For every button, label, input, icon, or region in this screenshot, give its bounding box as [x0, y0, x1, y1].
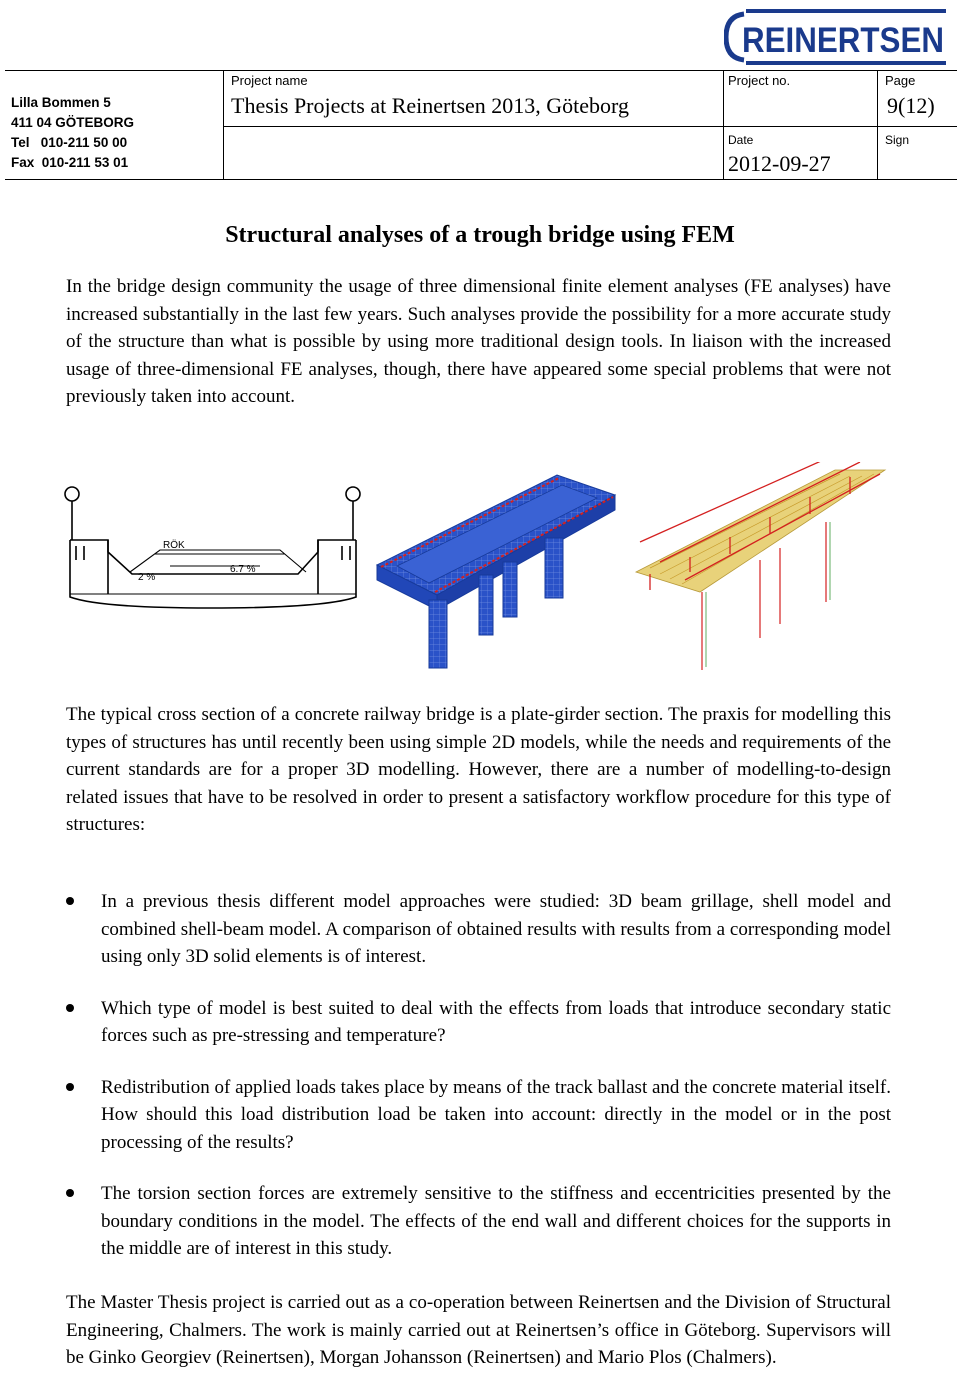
list-item: Which type of model is best suited to deal with the effects from loads that introduce secondary static forces such as pre-stressing and temperature?	[66, 995, 891, 1050]
intro-paragraph: In the bridge design community the usage of three dimensional finite element analyses (FE analyses) have increased substantially in the last few years. Such analyses provide the possibility for a more accurate study of the structure than what is possible by using more traditional design tools. In liaison with the increased usage of three-dimensional FE analyses, though, there have appeared some special problems that were not previously taken into account.	[66, 276, 891, 407]
list-item: In a previous thesis different model approaches were studied: 3D beam grillage, shell model and combined shell-beam model. A comparison of obtained results with results from a corresponding model using only 3D solid elements is of interest.	[66, 888, 891, 971]
page-title: Structural analyses of a trough bridge using FEM	[225, 222, 735, 248]
body-paragraph-cross-section: The typical cross section of a concrete railway bridge is a plate-girder section. The praxis for modelling this types of structures has until recently been using simple 2D models, while the needs and requirements of the current standards are for a proper 3D modelling. However, there are a number of modelling-to-design related issues that have to be resolved in order to present a satisfactory workflow procedure for this type of structures:	[66, 704, 891, 835]
shell-model-loads	[630, 462, 892, 674]
list-item: Redistribution of applied loads takes place by means of the track ballast and the concrete material itself. How should this load distribution load be taken into account: directly in the model or in the post processing of the results?	[66, 1074, 891, 1157]
list-item: The torsion section forces are extremely sensitive to the stiffness and eccentricities presented by the boundary conditions in the model. The effects of the end wall and different choices for the supports in the middle are of interest in this study.	[66, 1180, 891, 1263]
sign-label: Sign	[885, 133, 910, 147]
bullet-icon	[66, 1189, 74, 1197]
project-name: Thesis Projects at Reinertsen 2013, Göteborg	[231, 93, 629, 118]
bullet-icon	[66, 897, 74, 905]
fe-mesh-bridge-model	[367, 470, 625, 670]
bullet-icon	[66, 1004, 74, 1012]
page-number: 9(12)	[887, 93, 935, 118]
slope-left-label: 2 %	[138, 572, 156, 583]
cross-section-drawing	[60, 482, 365, 612]
logo-text: REINERTSEN	[742, 21, 944, 60]
issues-list	[66, 888, 891, 1287]
project-name-label: Project name	[231, 73, 308, 88]
rok-label: RÖK	[163, 540, 185, 551]
bullet-icon	[66, 1083, 74, 1091]
reinertsen-logo	[724, 6, 950, 68]
document-header	[5, 70, 957, 180]
page-label: Page	[885, 73, 916, 88]
company-address: Lilla Bommen 5 411 04 GÖTEBORG Tel 010-211 50 00 Fax 010-211 53 01	[11, 95, 135, 170]
slope-right-label: 6.7 %	[230, 564, 256, 575]
project-no-label: Project no.	[728, 73, 791, 88]
date-label: Date	[728, 133, 754, 147]
date-value: 2012-09-27	[728, 151, 831, 176]
closing-paragraph: The Master Thesis project is carried out as a co-operation between Reinertsen and the Division of Structural Engineering, Chalmers. The work is mainly carried out at Reinertsen’s office in Göteborg. Supervisors will be Ginko Georgiev (Reinertsen), Morgan Johansson (Reinertsen) and Mario Plos (Chalmers).	[66, 1292, 891, 1368]
